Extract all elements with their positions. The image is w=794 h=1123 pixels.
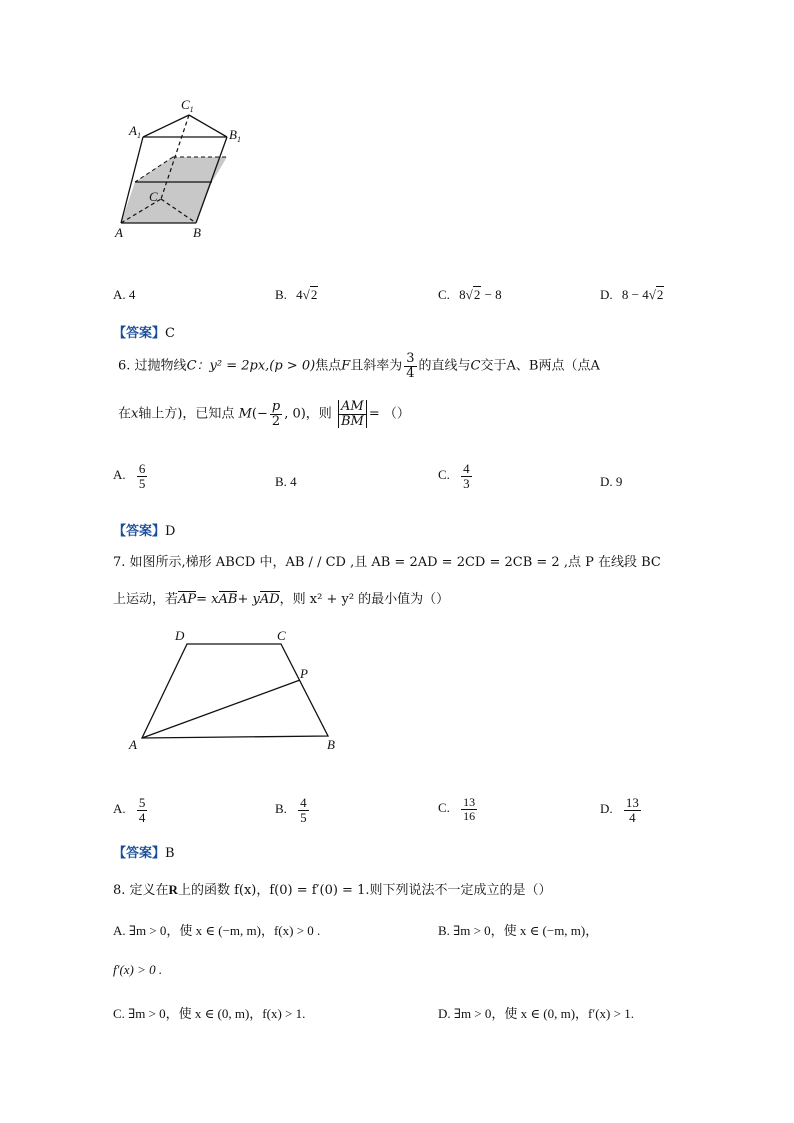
- q5-b-sqrt: 2: [310, 287, 318, 302]
- q7-option-c[interactable]: [438, 796, 479, 822]
- q8-option-c[interactable]: C. ∃m > 0，使 x ∈ (0, m)，f(x) > 1.: [113, 1006, 306, 1021]
- q6-a-prefix: A.: [113, 467, 126, 483]
- q6-answer: 【答案】D: [113, 524, 176, 539]
- q5-option-c[interactable]: C. 8√2 − 8: [438, 287, 502, 302]
- label-p: P: [300, 666, 308, 681]
- q5-b-prefix: B.: [275, 287, 287, 302]
- vector-ad: AD: [259, 592, 280, 607]
- q7-a-prefix: A.: [113, 801, 126, 817]
- q6-c-num: 4: [463, 461, 470, 476]
- q5-c-prefix: C.: [438, 287, 450, 302]
- label-b: B: [327, 737, 335, 752]
- q7-c-prefix: C.: [438, 800, 450, 816]
- trapezoid-figure: [125, 625, 350, 755]
- label-a: A: [115, 225, 123, 240]
- q5-option-b[interactable]: B. 4√2: [275, 287, 318, 302]
- prism-figure: [105, 95, 265, 245]
- edge-a1-c1: [143, 115, 189, 137]
- q6-option-a[interactable]: [113, 462, 149, 490]
- q5-d-sqrt: 2: [656, 287, 664, 302]
- q6-option-d[interactable]: D. 9: [600, 474, 623, 489]
- q6-option-b[interactable]: B. 4: [275, 474, 297, 489]
- label-a: A: [129, 737, 137, 752]
- edge-c1-b1: [189, 115, 227, 137]
- q7-c-den: 16: [463, 808, 476, 823]
- q7-a-den: 4: [138, 809, 146, 825]
- q5-option-a[interactable]: A. 4: [113, 287, 136, 302]
- q7-option-a[interactable]: [113, 796, 149, 824]
- q7-line2: 上运动，若AP= xAB+ yAD，则 x² + y² 的最小值为（）: [113, 592, 450, 607]
- q8-option-b-cont: f′(x) > 0 .: [113, 962, 163, 977]
- q7-d-num: 13: [625, 795, 639, 810]
- q5-d-value: 8 − 4: [621, 287, 649, 302]
- q7-a-num: 5: [138, 795, 146, 810]
- q7-c-num: 13: [463, 795, 476, 809]
- q8-option-a[interactable]: A. ∃m > 0，使 x ∈ (−m, m)，f(x) > 0 .: [113, 923, 321, 938]
- q7-b-den: 5: [300, 809, 307, 825]
- label-c: C: [149, 189, 158, 204]
- q5-d-prefix: D.: [600, 287, 613, 302]
- q5-b-value: 4: [296, 287, 303, 302]
- q6-option-c[interactable]: [438, 462, 474, 490]
- q7-d-prefix: D.: [600, 801, 613, 817]
- vector-ap: AP: [178, 592, 197, 607]
- q7-answer: 【答案】B: [113, 846, 175, 861]
- q7-b-prefix: B.: [275, 801, 287, 817]
- q5-option-d[interactable]: D. 8 − 4√2: [600, 287, 664, 302]
- label-b1: $B_1$: [229, 127, 241, 144]
- q5-c-tail: − 8: [484, 287, 502, 302]
- label-b: B: [193, 225, 201, 240]
- vector-ab: AB: [218, 592, 238, 607]
- q7-line1: 7. 如图所示,梯形 ABCD 中，AB / / CD ,且 AB = 2AD = 2CD = 2CB = 2 ,点 P 在线段 BC: [113, 555, 661, 570]
- q6-line2: 在x轴上方)，已知点 M(− $\frac{p}{2}$ , 0)，则 $\frac{AM}{BM}$ = （）: [118, 399, 410, 429]
- q6-c-prefix: C.: [438, 467, 450, 483]
- q5-c-sqrt: 2: [473, 287, 481, 302]
- q6-c-den: 3: [463, 475, 470, 491]
- label-c: C: [277, 628, 286, 643]
- q6-line1: 6. 过抛物线C：y² = 2px,(p > 0)焦点F且斜率为 $\frac{3}{4}$ 的直线与C交于A、B两点（点A: [118, 351, 600, 381]
- q5-answer: 【答案】C: [113, 326, 175, 341]
- label-a1: $A_1$: [129, 123, 141, 140]
- q6-a-den: 5: [138, 475, 146, 491]
- label-c1: $C_1$: [181, 97, 194, 114]
- section-upper: [135, 157, 227, 182]
- q7-d-den: 4: [629, 809, 636, 825]
- q7-option-d[interactable]: [600, 796, 643, 824]
- q7-b-num: 4: [300, 795, 307, 810]
- q8-line1: 8. 定义在R上的函数 f(x)，f(0) = f′(0) = 1.则下列说法不一定成立的是（）: [113, 882, 552, 898]
- q7-option-b[interactable]: [275, 796, 311, 824]
- trapezoid-outline: [142, 644, 328, 738]
- q8-option-d[interactable]: D. ∃m > 0，使 x ∈ (0, m)，f′(x) > 1.: [438, 1006, 634, 1021]
- label-d: D: [175, 628, 185, 643]
- q8-option-b[interactable]: B. ∃m > 0，使 x ∈ (−m, m)，: [438, 923, 599, 938]
- q5-c-value: 8: [459, 287, 466, 302]
- q6-a-num: 6: [138, 461, 146, 476]
